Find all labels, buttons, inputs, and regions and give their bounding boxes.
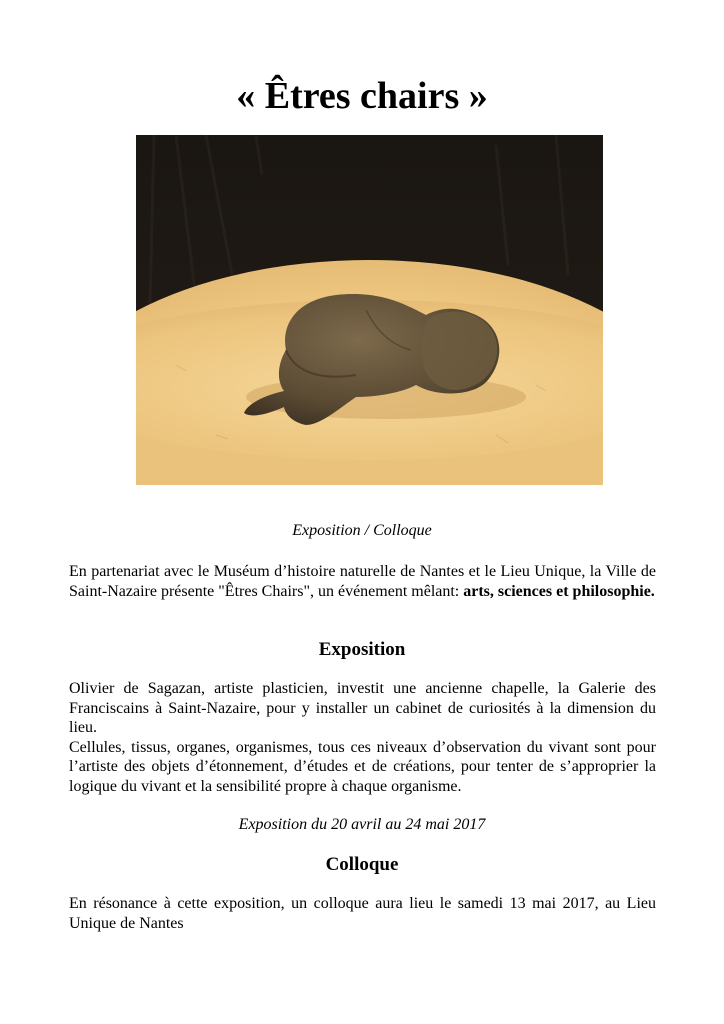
intro-paragraph xyxy=(69,562,656,601)
exposition-paragraph-2: Cellules, tissus, organes, organismes, tous ces niveaux d’observation du vivant sont pour l’artiste des objets d’étonnement, d’études et de créations, pour tenter de s’approprier la logique du vivant et la sensibilité propre à chaque organisme. xyxy=(69,738,656,795)
intro-text: En partenariat avec le Muséum d’histoire naturelle de Nantes et le Lieu Unique, la Ville de Saint-Nazaire présente "Êtres Chairs", un événement mêlant: xyxy=(69,563,656,600)
exposition-paragraph-1: Olivier de Sagazan, artiste plasticien, investit une ancienne chapelle, la Galerie des Franciscains à Saint-Nazaire, pour y installer un cabinet de curiosités à la dimension du lieu. xyxy=(69,680,656,736)
exposition-dates: Exposition du 20 avril au 24 mai 2017 xyxy=(238,816,486,833)
intro-bold-text: arts, sciences et philosophie. xyxy=(463,582,655,600)
colloque-heading: Colloque xyxy=(325,854,399,875)
sculpture-photo xyxy=(136,135,603,485)
page-title: « Êtres chairs » xyxy=(236,75,488,117)
exposition-heading: Exposition xyxy=(318,639,406,660)
colloque-paragraph: En résonance à cette exposition, un colloque aura lieu le samedi 13 mai 2017, au Lieu Unique de Nantes xyxy=(69,895,656,932)
event-subtitle: Exposition / Colloque xyxy=(292,522,432,539)
exposition-text-block xyxy=(69,679,656,796)
